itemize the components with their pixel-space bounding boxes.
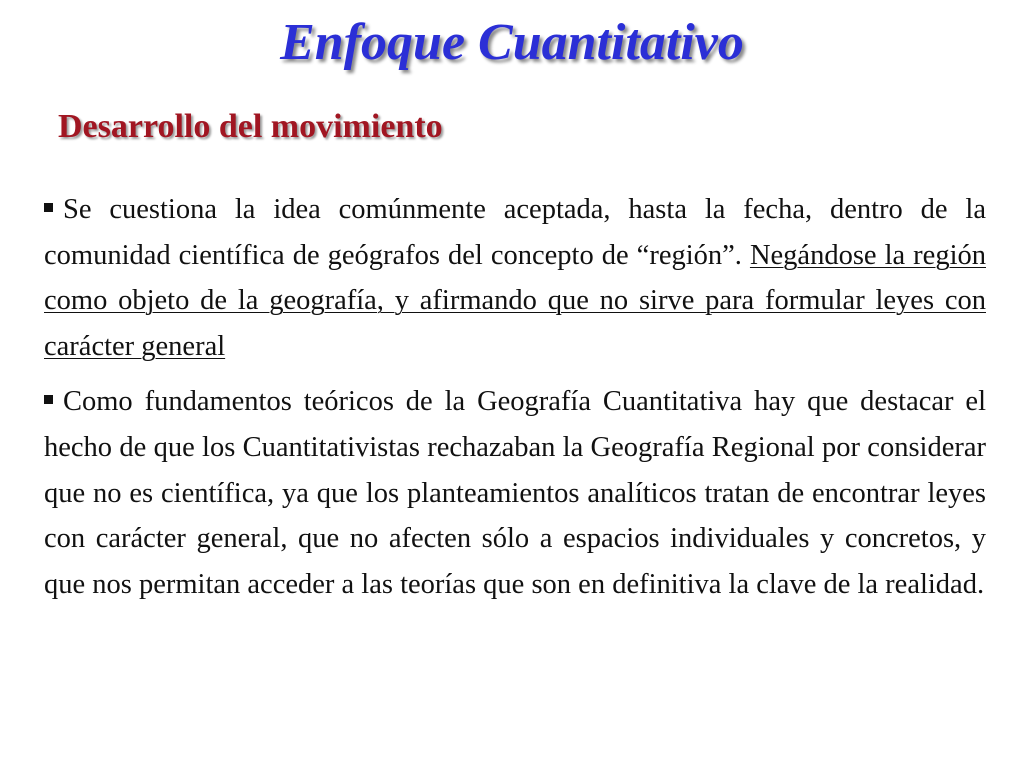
slide-content: [44, 187, 986, 617]
bullet-paragraph-2: [44, 379, 986, 607]
slide-title: Enfoque Cuantitativo: [280, 14, 744, 71]
paragraph-1-text: Se cuestiona la idea comúnmente aceptada, hasta la fecha, dentro de la comunidad científica de geógrafos del concepto de “región”.: [44, 194, 986, 271]
paragraph-1-underlined-text: Negándose la región como objeto de la geografía, y afirmando que no sirve para formular leyes con carácter general: [44, 239, 986, 362]
square-bullet-icon: [44, 203, 53, 212]
slide-subtitle: Desarrollo del movimiento: [58, 108, 443, 145]
paragraph-2-text: Como fundamentos teóricos de la Geografía Cuantitativa hay que destacar el hecho de que los Cuantitativistas rechazaban la Geografía Regional por considerar que no es científica, ya que los planteamientos analíticos tratan de encontrar leyes con carácter general, que no afecten sólo a espacios individuales y concretos, y que nos permitan acceder a las teorías que son en definitiva la clave de la realidad.: [44, 386, 986, 600]
square-bullet-icon: [44, 395, 53, 404]
bullet-paragraph-1: [44, 187, 986, 369]
